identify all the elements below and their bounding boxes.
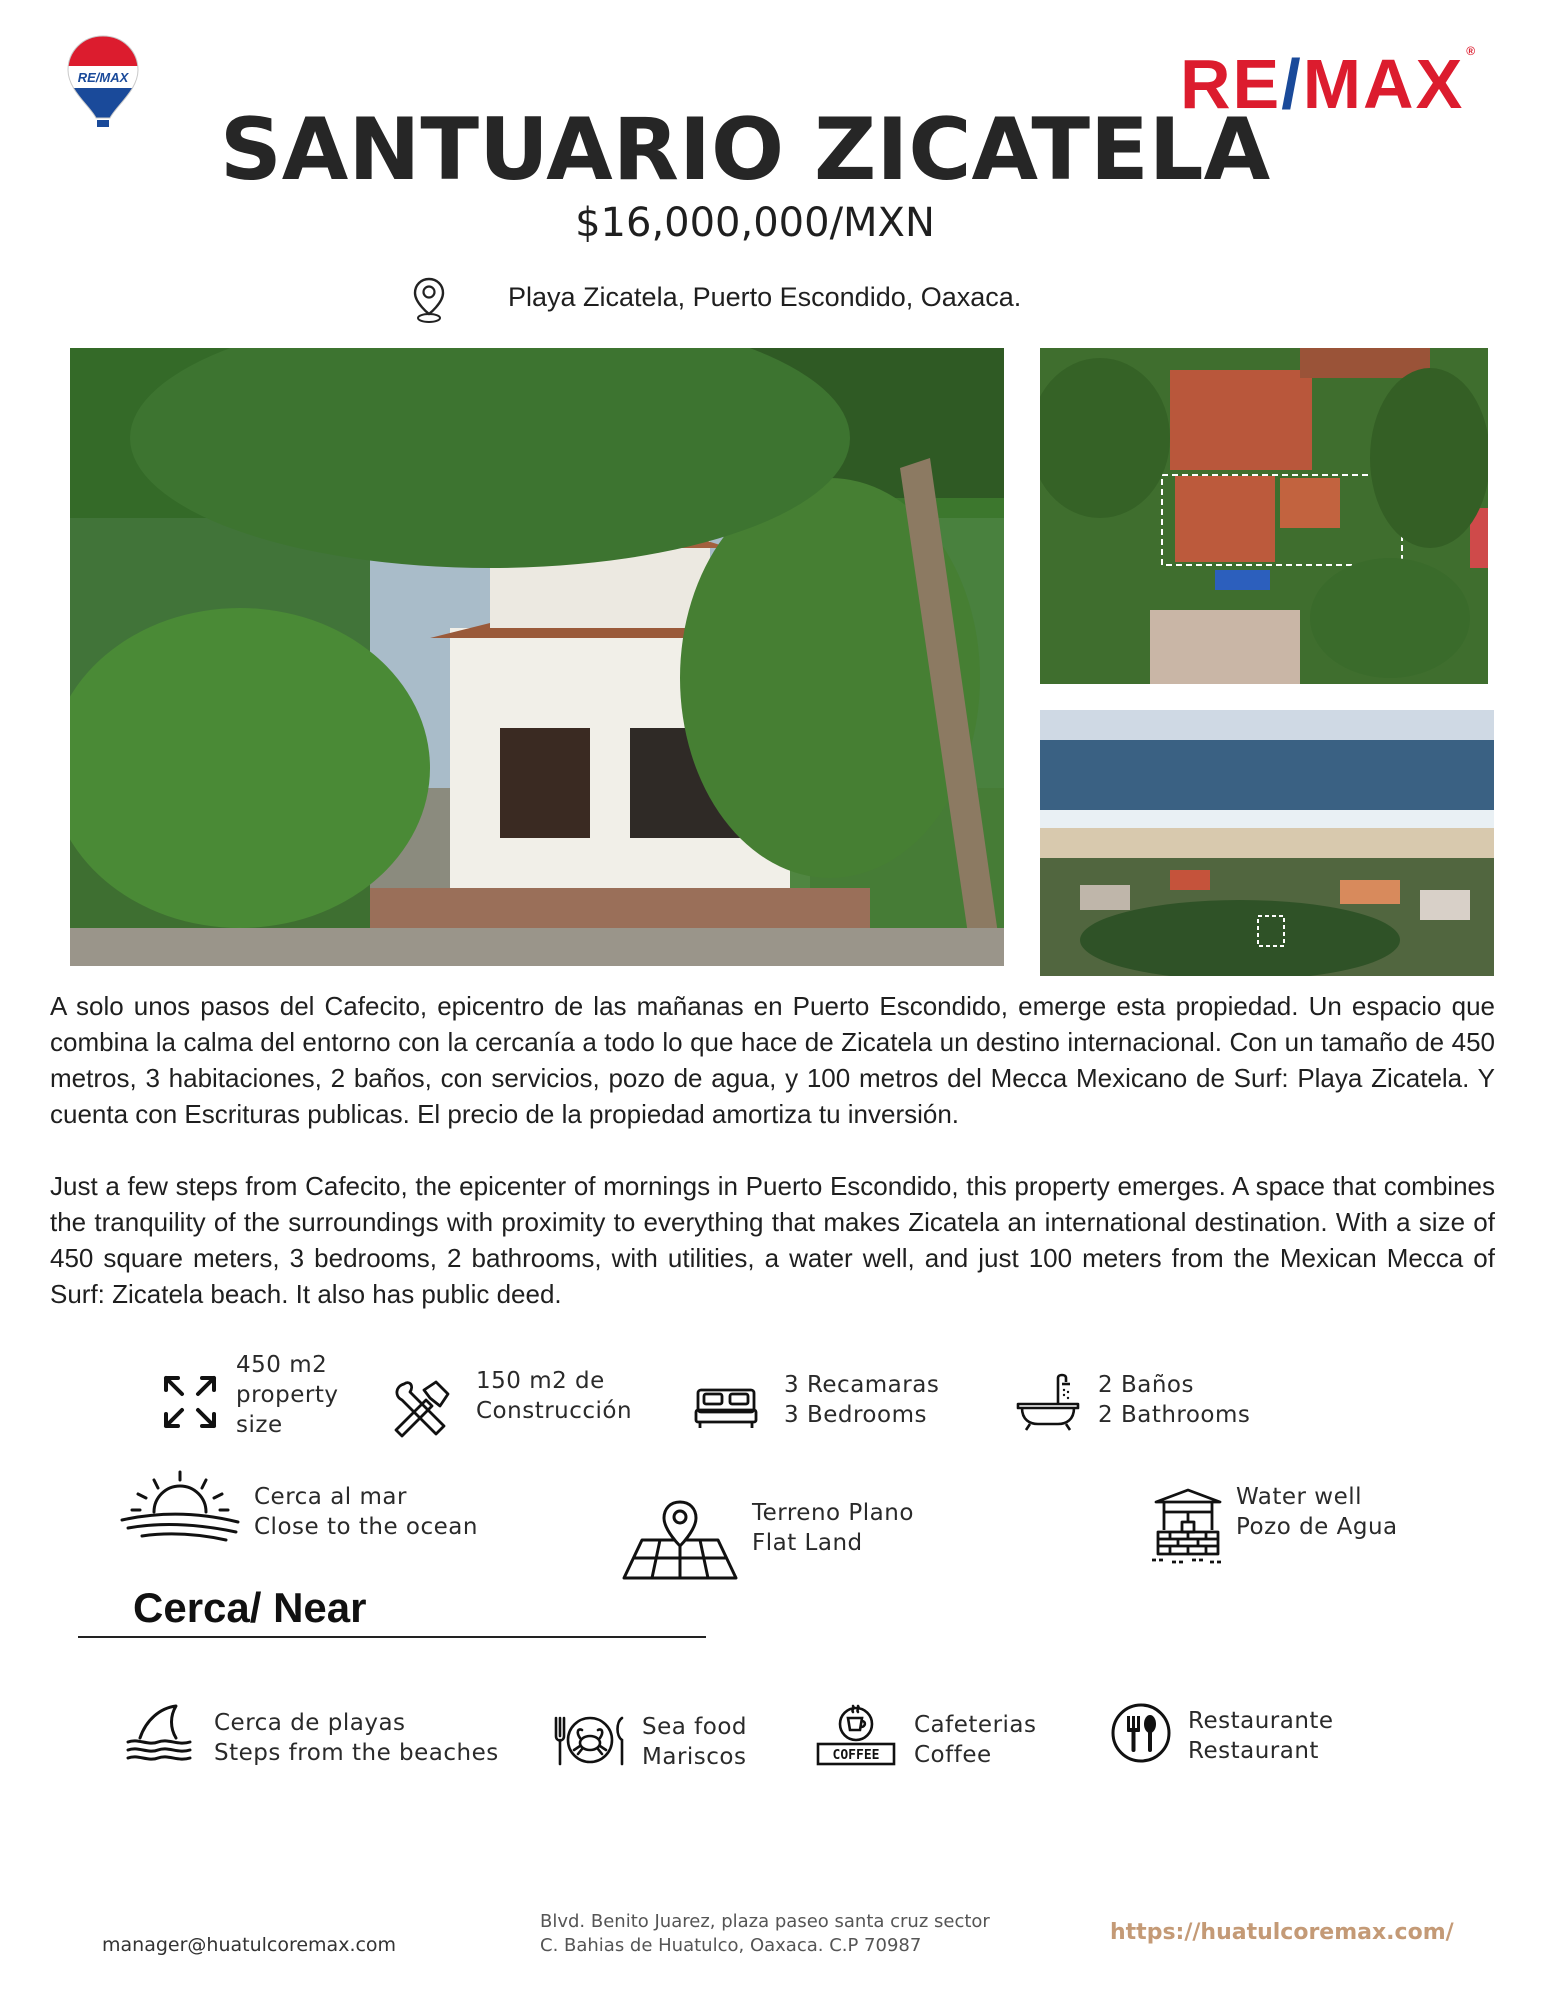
crab-plate-icon [552, 1712, 628, 1768]
location-pin-icon [412, 276, 446, 324]
feature-land-text: Terreno Plano Flat Land [752, 1500, 914, 1556]
aerial-roof-photo [1040, 348, 1488, 684]
house-jungle-photo [70, 348, 1004, 966]
fork-spoon-icon [1110, 1702, 1172, 1764]
shark-fin-wave-icon [126, 1702, 192, 1764]
feature-well-text: Water well Pozo de Agua [1236, 1484, 1398, 1540]
map-pin-land-icon [622, 1500, 738, 1580]
footer-website-link[interactable]: https://huatulcoremax.com/ [1110, 1920, 1454, 1945]
near-restaurant-text: Restaurante Restaurant [1188, 1708, 1334, 1764]
ocean-aerial-photo [1040, 710, 1494, 976]
brand-registered: ® [1466, 44, 1478, 58]
brand-slash: / [1281, 45, 1303, 123]
bathtub-icon [1016, 1370, 1080, 1434]
description-spanish: A solo unos pasos del Cafecito, epicentro de las mañanas en Puerto Escondido, emerge esta propiedad. Un espacio que combina la calma del entorno con la cercanía a todo lo que hace de Zicatela un destino internacional. Con un tamaño de 450 metros, 3 habitaciones, 2 baños, con servicios, pozo de agua, y 100 metros del Mecca Mexicano de Surf: Playa Zicatela. Y cuenta con Escrituras publicas. El precio de la propiedad amortiza tu inversión. [50, 991, 1495, 1129]
bed-icon [694, 1374, 758, 1438]
brand-left: RE [1180, 45, 1282, 123]
coffee-cup-icon [816, 1704, 896, 1766]
feature-ocean-text: Cerca al mar Close to the ocean [254, 1484, 478, 1540]
description-english: Just a few steps from Cafecito, the epicenter of mornings in Puerto Escondido, this property emerges. A space that combines the tranquility of the surroundings with proximity to everything that makes Zicatela an international destination. With a size of 450 square meters, 3 bedrooms, 2 bathrooms, with utilities, a water well, and just 100 meters from the Mexican Mecca of Surf: Zicatela beach. It also has public deed. [50, 1171, 1495, 1309]
footer-address: Blvd. Benito Juarez, plaza paseo santa cruz sector C. Bahias de Huatulco, Oaxaca. C.P 70987 [540, 1911, 990, 1956]
near-coffee-text: Cafeterias Coffee [914, 1712, 1037, 1768]
property-location: Playa Zicatela, Puerto Escondido, Oaxaca. [508, 282, 1022, 312]
feature-construction-text: 150 m2 de Construcción [476, 1368, 633, 1424]
brand-right: MAX [1302, 45, 1465, 123]
feature-bedrooms-text: 3 Recamaras 3 Bedrooms [784, 1372, 940, 1428]
footer-email[interactable]: manager@huatulcoremax.com [102, 1934, 397, 1956]
tools-icon [390, 1376, 454, 1440]
property-title: SANTUARIO ZICATELA [219, 100, 1271, 200]
coffee-badge-text: COFFEE [832, 1748, 880, 1763]
expand-arrows-icon [158, 1370, 222, 1434]
feature-bathrooms-text: 2 Baños 2 Bathrooms [1098, 1372, 1251, 1428]
balloon-text: RE/MAX [77, 70, 129, 85]
near-beaches-text: Cerca de playas Steps from the beaches [214, 1710, 499, 1766]
feature-size-text: 450 m2 property size [236, 1352, 339, 1438]
property-price: $16,000,000/MXN [575, 200, 935, 246]
sunset-ocean-icon [118, 1468, 242, 1548]
water-well-icon [1150, 1488, 1226, 1568]
near-seafood-text: Sea food Mariscos [642, 1714, 747, 1770]
near-section-title: Cerca/ Near [133, 1584, 367, 1631]
near-section-divider [78, 1636, 706, 1638]
